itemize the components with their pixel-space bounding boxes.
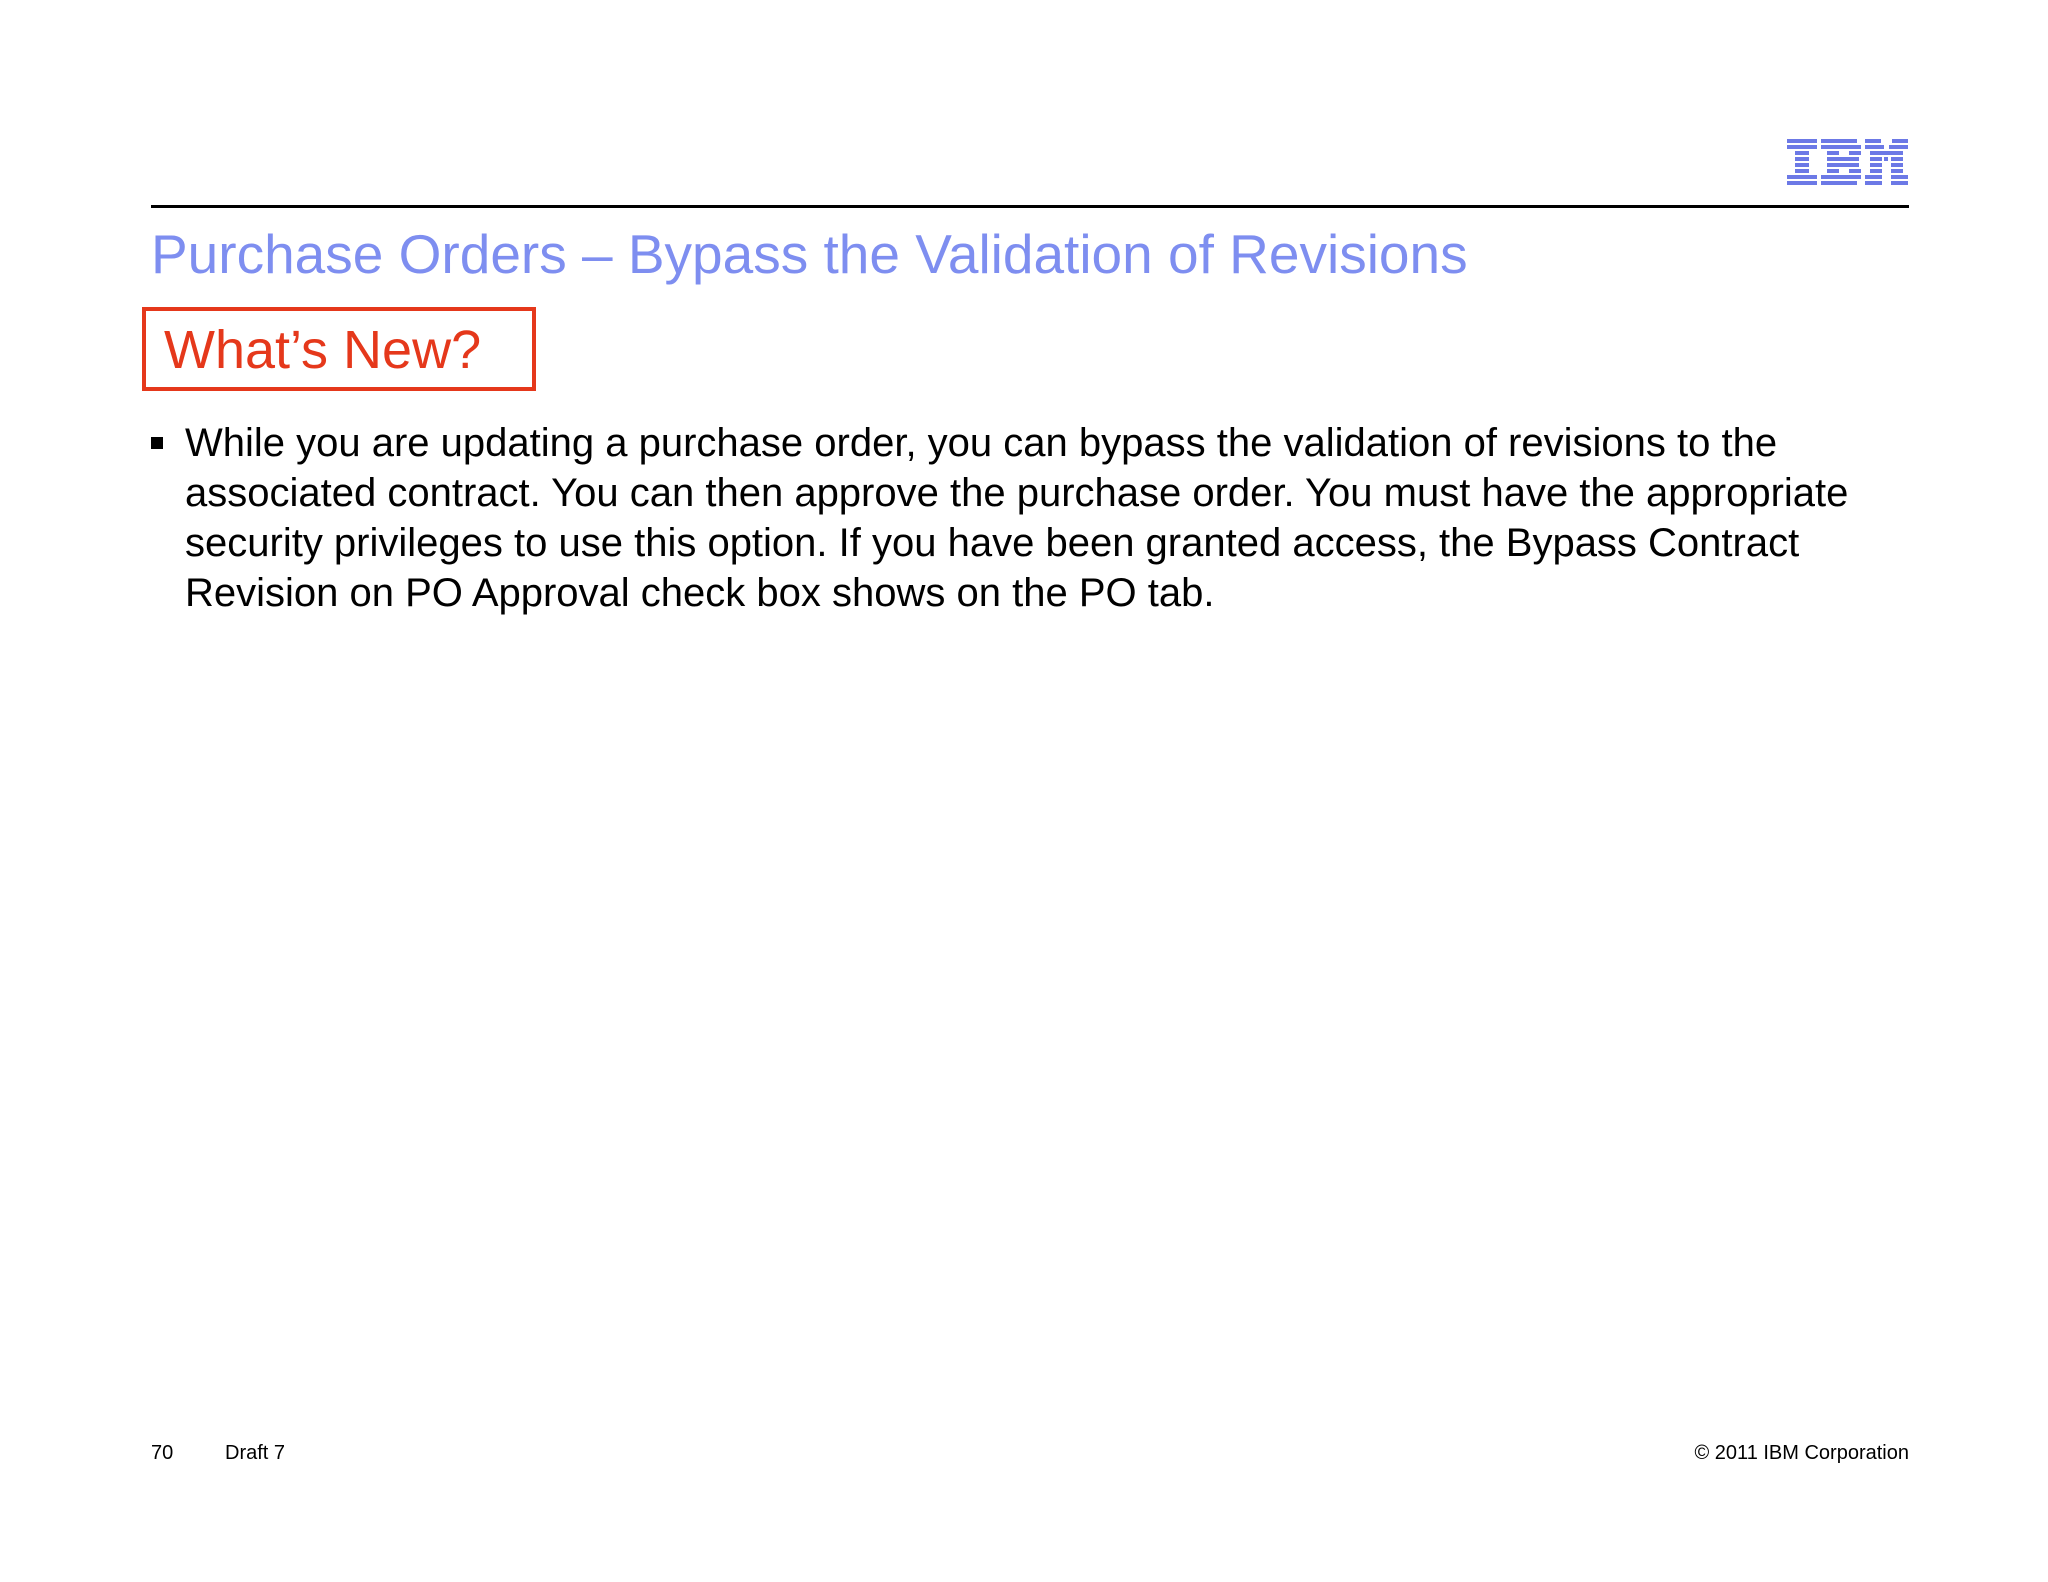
slide-title: Purchase Orders – Bypass the Validation of Revisions (151, 223, 1468, 285)
page-number: 70 (151, 1442, 174, 1464)
whats-new-badge (142, 307, 536, 391)
bullet-square-icon (151, 437, 163, 449)
ibm-logo (1787, 139, 1908, 189)
header-divider (151, 205, 1909, 208)
whats-new-label: What’s New? (164, 320, 482, 380)
bullet-item: While you are updating a purchase order, you can bypass the validation of revisions to the associated contract. You can then approve the purchase order. You must have the appropriate security privileges to use this option. If you have been granted access, the Bypass Contract Revision on PO Approval check box shows on the PO tab. (185, 421, 1849, 615)
copyright-notice: © 2011 IBM Corporation (1694, 1442, 1909, 1464)
draft-label: Draft 7 (225, 1442, 286, 1464)
